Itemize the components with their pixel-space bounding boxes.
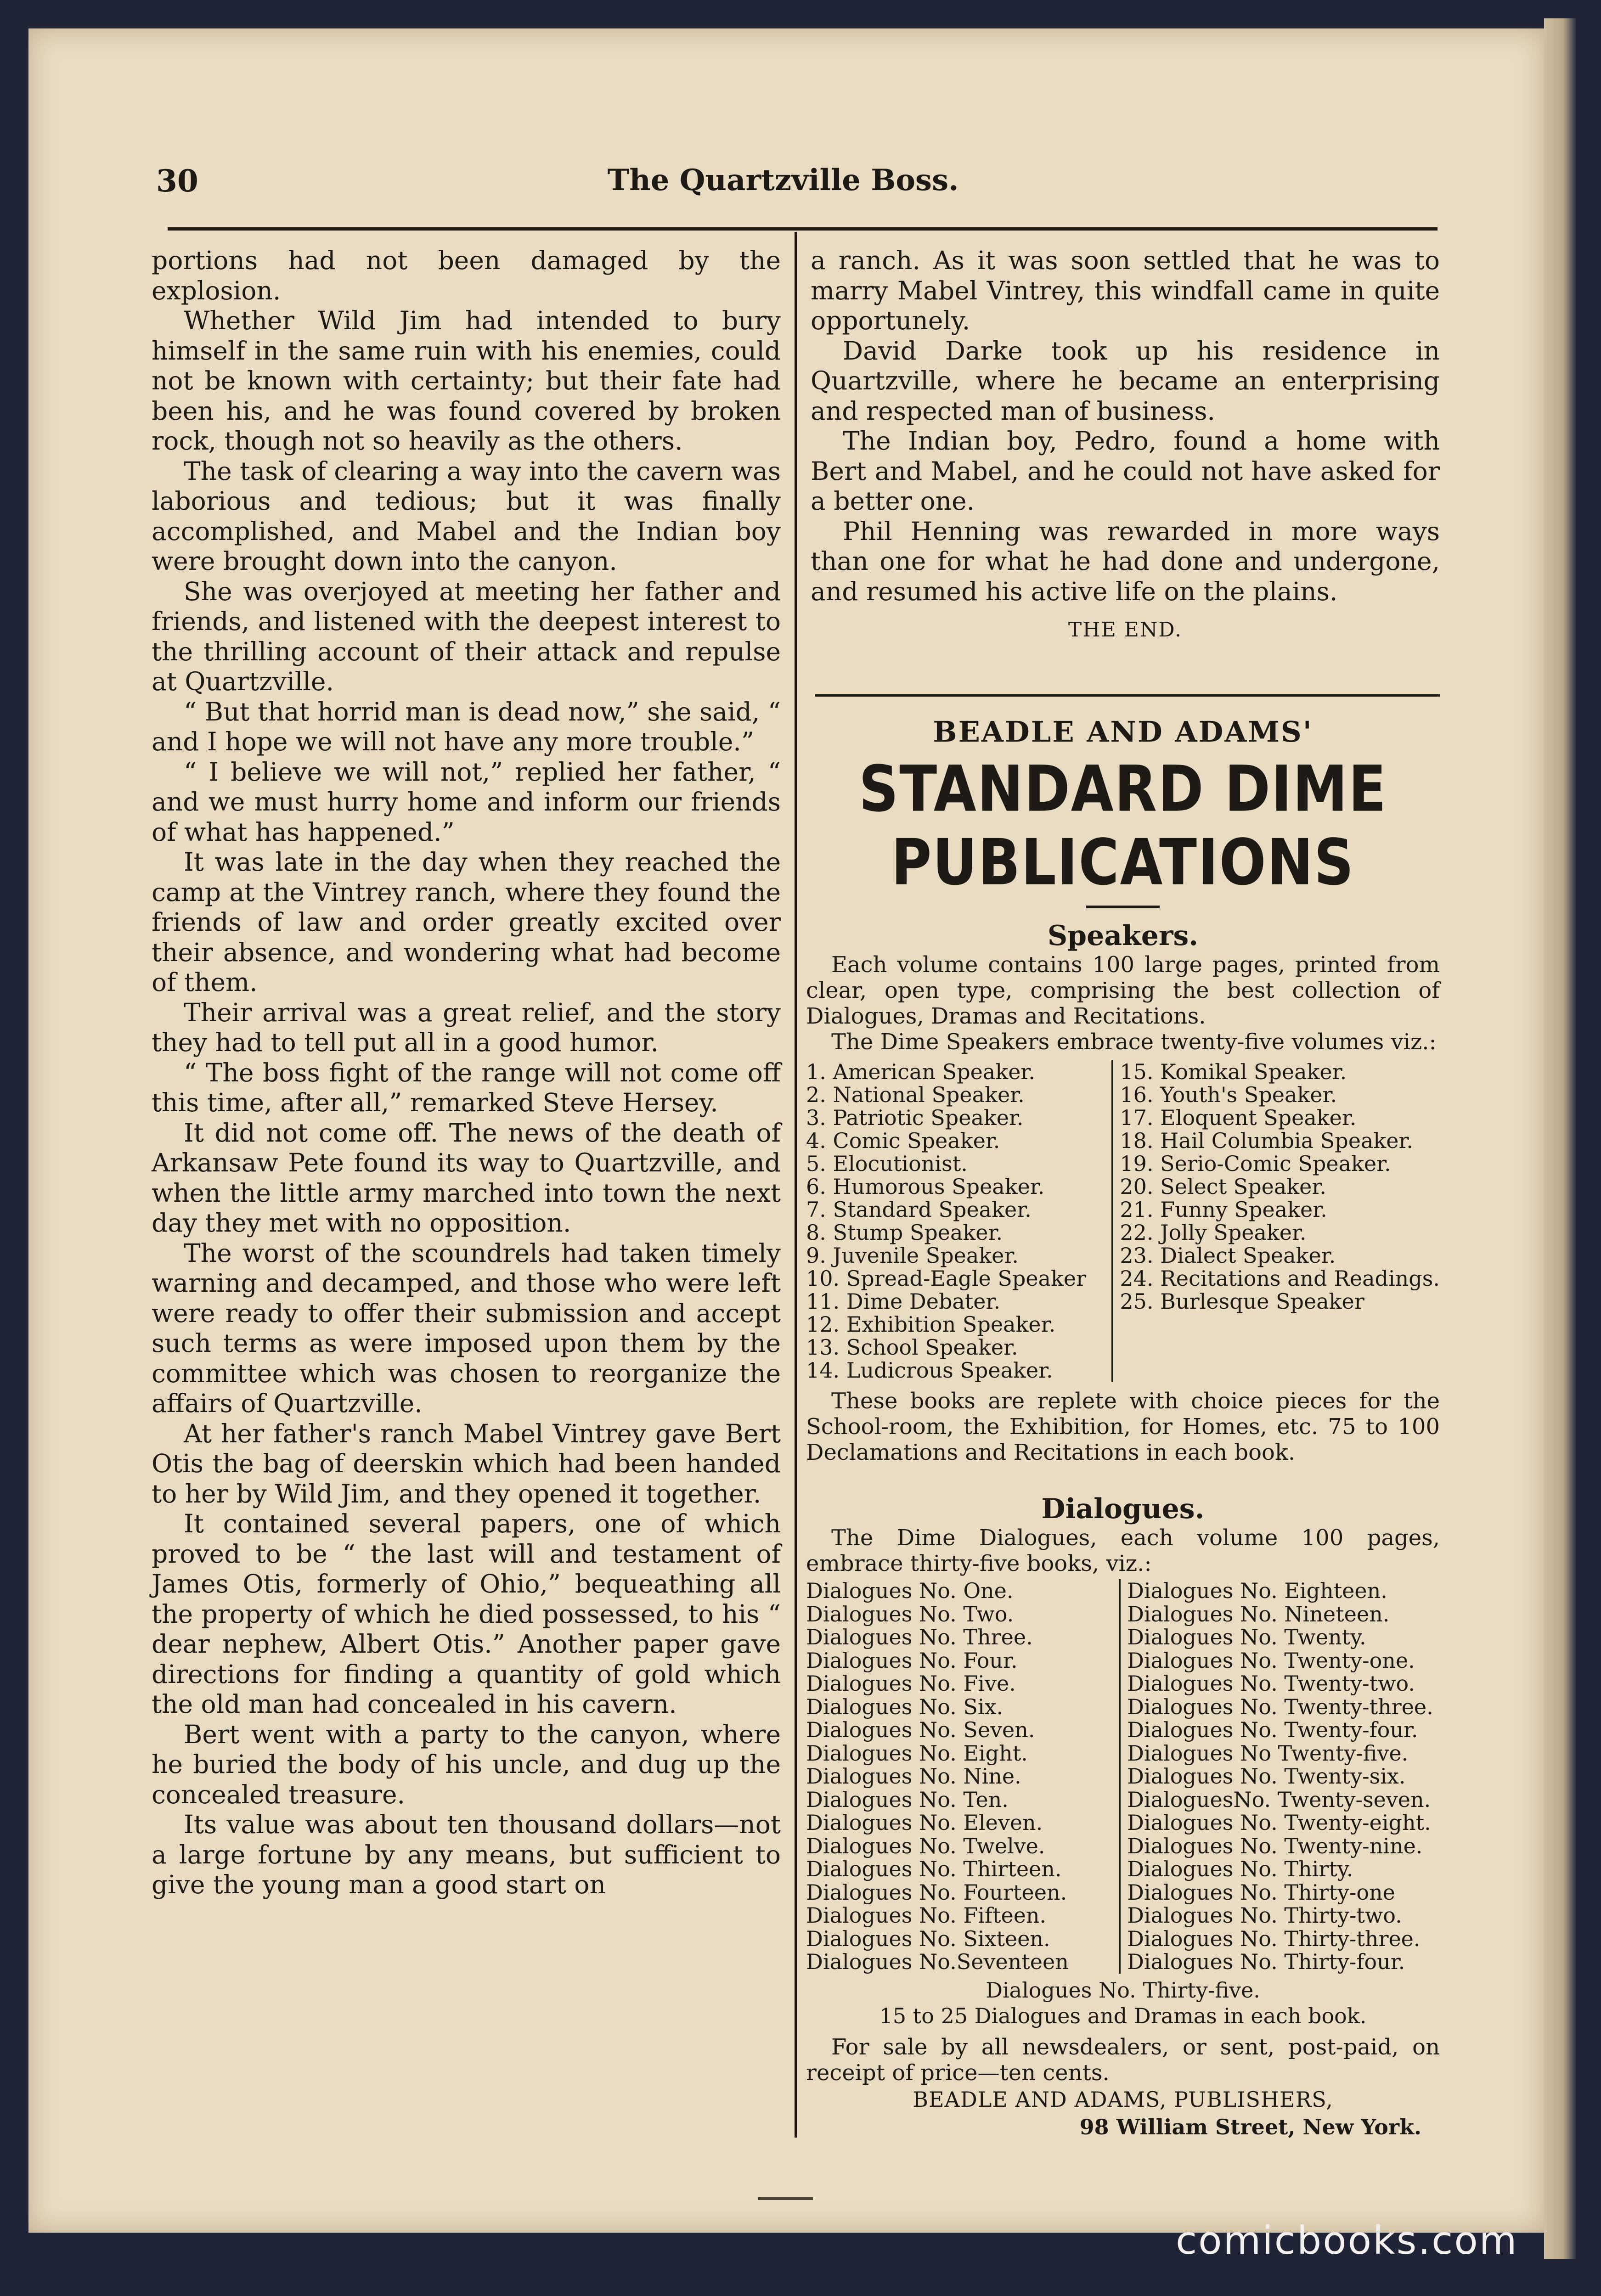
dialogues-list bbox=[806, 1579, 1440, 1974]
list-item: Dialogues No. Twenty-eight. bbox=[1127, 1810, 1431, 1835]
list-item: 9. Juvenile Speaker. bbox=[806, 1243, 1019, 1268]
ad-series-title: STANDARD DIME PUBLICATIONS bbox=[858, 753, 1387, 900]
dialogues-count: 15 to 25 Dialogues and Dramas in each book. bbox=[879, 2003, 1367, 2028]
list-item: 2. National Speaker. bbox=[806, 1082, 1025, 1107]
list-item: Dialogues No. Thirty-two. bbox=[1127, 1903, 1402, 1928]
watermark: comicbooks.com bbox=[1176, 2218, 1518, 2263]
column-divider bbox=[795, 232, 797, 2138]
speakers-note: These books are replete with choice pieces for the School-room, the Exhibition, for Homes, etc. 75 to 100 Declamations and Recitations in each book. bbox=[806, 1388, 1440, 1465]
list-item: Dialogues No. Thirty-three. bbox=[1127, 1926, 1421, 1951]
paragraph: Phil Henning was rewarded in more ways than one for what he had done and undergone, and resumed his active life on the plains. bbox=[811, 516, 1440, 606]
paragraph: David Darke took up his residence in Quartzville, where he became an enterprising and respected man of business. bbox=[811, 336, 1440, 426]
list-item: Dialogues No. Eight. bbox=[806, 1740, 1028, 1766]
list-item: 10. Spread-Eagle Speaker bbox=[806, 1266, 1087, 1291]
list-item: 13. School Speaker. bbox=[806, 1335, 1018, 1360]
list-item: 5. Elocutionist. bbox=[806, 1151, 968, 1176]
list-item: 1. American Speaker. bbox=[806, 1059, 1035, 1084]
list-item: Dialogues No. Twenty. bbox=[1127, 1625, 1366, 1649]
page-number: 30 bbox=[156, 163, 198, 199]
list-item: 20. Select Speaker. bbox=[1120, 1174, 1326, 1199]
dialogues-last: Dialogues No. Thirty-five. bbox=[986, 1977, 1260, 2003]
paragraph: At her father's ranch Mabel Vintrey gave Bert Otis the bag of deerskin which had been handed to her by Wild Jim, and they opened it together. bbox=[152, 1418, 781, 1508]
list-item: Dialogues No. Thirty. bbox=[1127, 1857, 1353, 1881]
list-item: 4. Comic Speaker. bbox=[806, 1128, 1000, 1153]
dialogues-list-right bbox=[1119, 1579, 1440, 1974]
list-item: Dialogues No. Nine. bbox=[806, 1764, 1021, 1789]
paragraph: “ The boss fight of the range will not come off this time, after all,” remarked Steve Hersey. bbox=[152, 1058, 781, 1117]
advertisement bbox=[806, 709, 1440, 2141]
list-item: Dialogues No. Nineteen. bbox=[1127, 1601, 1390, 1626]
list-item: 23. Dialect Speaker. bbox=[1120, 1243, 1336, 1268]
list-item: 21. Funny Speaker. bbox=[1120, 1197, 1327, 1222]
short-rule bbox=[1086, 906, 1160, 908]
paragraph: portions had not been damaged by the explosion. bbox=[152, 246, 781, 305]
list-item: Dialogues No.Seventeen bbox=[806, 1949, 1069, 1974]
list-item: Dialogues No. Five. bbox=[806, 1671, 1016, 1696]
list-item: Dialogues No. One. bbox=[806, 1578, 1014, 1603]
list-item: DialoguesNo. Twenty-seven. bbox=[1127, 1787, 1431, 1812]
paragraph: “ But that horrid man is dead now,” she said, “ and I hope we will not have any more trouble.” bbox=[152, 697, 781, 756]
list-item: 25. Burlesque Speaker bbox=[1120, 1289, 1364, 1314]
paragraph: Whether Wild Jim had intended to bury himself in the same ruin with his enemies, could not be known with certainty; but their fate had been his, and he was found covered by broken rock, though not so heavily as the others. bbox=[152, 306, 781, 456]
paragraph: Bert went with a party to the canyon, where he buried the body of his uncle, and dug up the concealed treasure. bbox=[152, 1719, 781, 1809]
left-column bbox=[152, 246, 781, 1900]
list-item: 24. Recitations and Readings. bbox=[1120, 1266, 1440, 1291]
paragraph: She was overjoyed at meeting her father and friends, and listened with the deepest interest to the thrilling account of their attack and repulse at Quartzville. bbox=[152, 576, 781, 696]
list-item: Dialogues No. Thirty-four. bbox=[1127, 1949, 1405, 1974]
speakers-list-right bbox=[1111, 1060, 1440, 1382]
paragraph: a ranch. As it was soon settled that he was to marry Mabel Vintrey, this windfall came in quite opportunely. bbox=[811, 246, 1440, 335]
list-item: Dialogues No. Twenty-nine. bbox=[1127, 1833, 1423, 1858]
list-item: 7. Standard Speaker. bbox=[806, 1197, 1032, 1222]
list-item: Dialogues No. Four. bbox=[806, 1648, 1018, 1673]
speakers-heading: Speakers. bbox=[1047, 920, 1199, 952]
list-item: Dialogues No. Fifteen. bbox=[806, 1903, 1047, 1928]
advertisement-rule bbox=[815, 694, 1440, 697]
page-edge bbox=[1544, 18, 1576, 2259]
publisher-credit: BEADLE AND ADAMS, PUBLISHERS, bbox=[913, 2087, 1333, 2112]
page-header bbox=[129, 163, 1438, 204]
paragraph: Its value was about ten thousand dollars—not a large fortune by any means, but sufficient to give the young man a good start on bbox=[152, 1810, 781, 1899]
list-item: 6. Humorous Speaker. bbox=[806, 1174, 1045, 1199]
list-item: 8. Stump Speaker. bbox=[806, 1220, 1003, 1245]
list-item: 3. Patriotic Speaker. bbox=[806, 1105, 1024, 1130]
list-item: 11. Dime Debater. bbox=[806, 1289, 1001, 1314]
list-item: Dialogues No. Seven. bbox=[806, 1717, 1035, 1742]
ad-publisher: BEADLE AND ADAMS' bbox=[933, 715, 1313, 748]
dialogues-heading: Dialogues. bbox=[1041, 1493, 1205, 1525]
list-item: Dialogues No. Three. bbox=[806, 1625, 1033, 1649]
paragraph: Their arrival was a great relief, and the story they had to tell put all in a good humor. bbox=[152, 997, 781, 1057]
paragraph: It did not come off. The news of the death of Arkansaw Pete found its way to Quartzville, and when the little army marched into town the next day they met with no opposition. bbox=[152, 1118, 781, 1238]
list-item: 19. Serio-Comic Speaker. bbox=[1120, 1151, 1391, 1176]
list-item: Dialogues No. Sixteen. bbox=[806, 1926, 1050, 1951]
list-item: Dialogues No. Fourteen. bbox=[806, 1880, 1067, 1905]
bottom-mark bbox=[758, 2197, 813, 2200]
list-item: Dialogues No. Twenty-three. bbox=[1127, 1694, 1433, 1719]
list-item: Dialogues No. Six. bbox=[806, 1694, 1003, 1719]
dialogues-intro: The Dime Dialogues, each volume 100 pages, embrace thirty-five books, viz.: bbox=[806, 1525, 1440, 1576]
list-item: 22. Jolly Speaker. bbox=[1120, 1220, 1307, 1245]
the-end: THE END. bbox=[1068, 618, 1183, 642]
speakers-intro: Each volume contains 100 large pages, printed from clear, open type, comprising the best collection of Dialogues, Dramas and Recitations. bbox=[806, 952, 1440, 1029]
paragraph: The task of clearing a way into the cavern was laborious and tedious; but it was finally accomplished, and Mabel and the Indian boy were brought down into the canyon. bbox=[152, 456, 781, 576]
paragraph: It was late in the day when they reached the camp at the Vintrey ranch, where they found the friends of law and order greatly excited over their absence, and wondering what had become of them. bbox=[152, 847, 781, 997]
list-item: Dialogues No. Twelve. bbox=[806, 1833, 1045, 1858]
list-item: Dialogues No. Two. bbox=[806, 1601, 1014, 1626]
paragraph: The worst of the scoundrels had taken timely warning and decamped, and those who were left were ready to offer their submission and accept such terms as were imposed upon them by the committee which was chosen to reorganize the affairs of Quartzville. bbox=[152, 1238, 781, 1418]
list-item: Dialogues No. Thirty-one bbox=[1127, 1880, 1395, 1905]
list-item: Dialogues No. Twenty-two. bbox=[1127, 1671, 1415, 1696]
running-title: The Quartzville Boss. bbox=[607, 163, 959, 197]
list-item: 15. Komikal Speaker. bbox=[1120, 1059, 1347, 1084]
publisher-address: 98 William Street, New York. bbox=[1079, 2114, 1421, 2139]
speakers-list bbox=[806, 1060, 1440, 1382]
speakers-embrace: The Dime Speakers embrace twenty-five volumes viz.: bbox=[831, 1029, 1437, 1055]
header-rule bbox=[168, 227, 1438, 231]
list-item: Dialogues No Twenty-five. bbox=[1127, 1740, 1409, 1766]
list-item: 12. Exhibition Speaker. bbox=[806, 1312, 1056, 1337]
list-item: 17. Eloquent Speaker. bbox=[1120, 1105, 1357, 1130]
list-item: 14. Ludicrous Speaker. bbox=[806, 1358, 1053, 1383]
list-item: Dialogues No. Twenty-four. bbox=[1127, 1717, 1418, 1742]
list-item: Dialogues No. Eleven. bbox=[806, 1810, 1043, 1835]
paragraph: The Indian boy, Pedro, found a home with Bert and Mabel, and he could not have asked for a better one. bbox=[811, 426, 1440, 516]
speakers-list-left bbox=[806, 1060, 1111, 1382]
paragraph: It contained several papers, one of which proved to be “ the last will and testament of James Otis, formerly of Ohio,” bequeathing all the property of which he died possessed, to his “ dear nephew, Albert Otis.” Another paper gave directions for finding a quantity of gold which the old man had concealed in his cavern. bbox=[152, 1509, 781, 1719]
list-item: 18. Hail Columbia Speaker. bbox=[1120, 1128, 1414, 1153]
paragraph: “ I believe we will not,” replied her father, “ and we must hurry home and inform our friends of what has happened.” bbox=[152, 757, 781, 847]
list-item: 16. Youth's Speaker. bbox=[1120, 1082, 1337, 1107]
list-item: Dialogues No. Twenty-six. bbox=[1127, 1764, 1406, 1789]
dialogues-list-left bbox=[806, 1579, 1119, 1974]
list-item: Dialogues No. Ten. bbox=[806, 1787, 1009, 1812]
list-item: Dialogues No. Thirteen. bbox=[806, 1857, 1062, 1881]
right-column-story bbox=[811, 246, 1440, 645]
list-item: Dialogues No. Eighteen. bbox=[1127, 1578, 1387, 1603]
sale-note: For sale by all newsdealers, or sent, post-paid, on receipt of price—ten cents. bbox=[806, 2034, 1440, 2086]
list-item: Dialogues No. Twenty-one. bbox=[1127, 1648, 1415, 1673]
